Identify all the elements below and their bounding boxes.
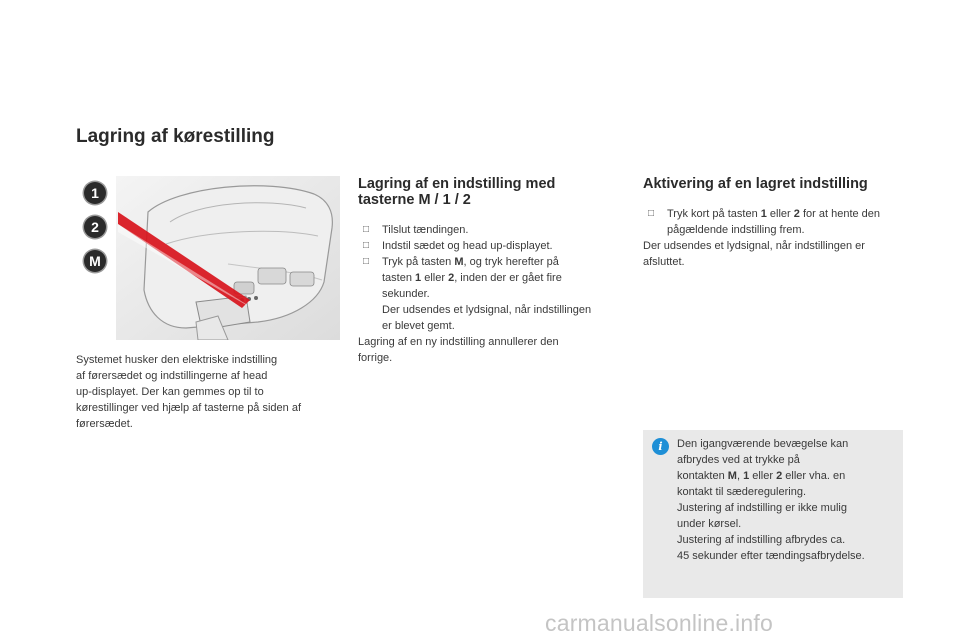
intro-line: af førersædet og indstillingerne af head [76,370,268,382]
key-label: 1 [415,272,422,284]
memory-button-1-icon: 1 [84,182,106,204]
step-text [667,206,913,222]
seat-memory-buttons-illustration [78,172,340,340]
info-icon: i [652,438,669,455]
text-run: eller [766,208,794,220]
key-label: 2 [793,208,800,220]
text-run: for at hente den [799,208,881,220]
step-text: Tilslut tændingen. [382,224,469,236]
text-run: eller vha. en [782,470,846,482]
text-run: Tryk kort på tasten [667,208,761,220]
key-label: 2 [776,470,783,482]
key-label: M [727,470,737,482]
seat-illustration [78,172,340,340]
step-text [382,270,628,286]
page-title: Lagring af kørestilling [76,126,275,147]
checkbox-bullet-icon: □ [363,224,370,235]
intro-paragraph [76,352,356,432]
section-store-heading-line: tasterne M / 1 / 2 [358,192,471,208]
intro-line: kørestillinger ved hjælp af tasterne på siden af [76,402,302,414]
step-text: Indstil sædet og head up-displayet. [382,240,553,252]
checkbox-bullet-icon: □ [363,240,370,251]
key-label: 2 [448,272,455,284]
section-store-steps [358,222,628,366]
section-store-footer-line: forrige. [358,352,393,364]
text-run: kontakten [677,470,728,482]
memory-button-2-icon: 2 [84,216,106,238]
info-line: Justering af indstilling afbrydes ca. [677,534,846,546]
step-text: Der udsendes et lydsignal, når indstillingen [382,304,592,316]
info-line [677,468,897,484]
intro-line: Systemet husker den elektriske indstilling [76,354,278,366]
text-run: eller [421,272,449,284]
section-store-heading-line: Lagring af en indstilling med [358,176,556,192]
list-item [358,254,628,334]
section-store [358,176,628,366]
section-activate-steps [643,206,913,270]
text-run: , inden der er gået fire [454,272,562,284]
info-line: afbrydes ved at trykke på [677,454,800,466]
info-line: Den igangværende bevægelse kan [677,438,849,450]
step-text: er blevet gemt. [382,320,455,332]
text-run: , og tryk herefter på [463,256,559,268]
info-line: Justering af indstilling er ikke mulig [677,502,847,514]
step-text [382,254,628,270]
key-label: 1 [743,470,750,482]
section-store-heading [358,176,628,208]
intro-line: førersædet. [76,418,133,430]
checkbox-bullet-icon: □ [363,256,370,267]
info-line: under kørsel. [677,518,742,530]
section-store-footer-line: Lagring af en ny indstilling annullerer den [358,336,559,348]
list-item [358,222,628,238]
key-label: M [454,256,464,268]
info-line: 45 sekunder efter tændingsafbrydelse. [677,550,865,562]
info-box [643,430,903,598]
info-text [677,436,897,564]
text-run: Tryk på tasten [382,256,455,268]
step-text: sekunder. [382,288,430,300]
section-activate-footer-line: Der udsendes et lydsignal, når indstillingen er [643,240,865,252]
text-run: tasten [382,272,416,284]
intro-line: up-displayet. Der kan gemmes op til to [76,386,264,398]
checkbox-bullet-icon: □ [648,208,655,219]
memory-button-m-icon: M [84,250,106,272]
key-label: 1 [760,208,767,220]
text-run: , [736,470,744,482]
text-run: eller [749,470,777,482]
section-activate [643,176,913,270]
list-item [358,238,628,254]
list-item [643,206,913,238]
step-text: pågældende indstilling frem. [667,224,805,236]
section-activate-footer-line: afsluttet. [643,256,685,268]
section-activate-heading: Aktivering af en lagret indstilling [643,176,868,192]
info-line: kontakt til sæderegulering. [677,486,807,498]
watermark: carmanualsonline.info [545,610,773,636]
